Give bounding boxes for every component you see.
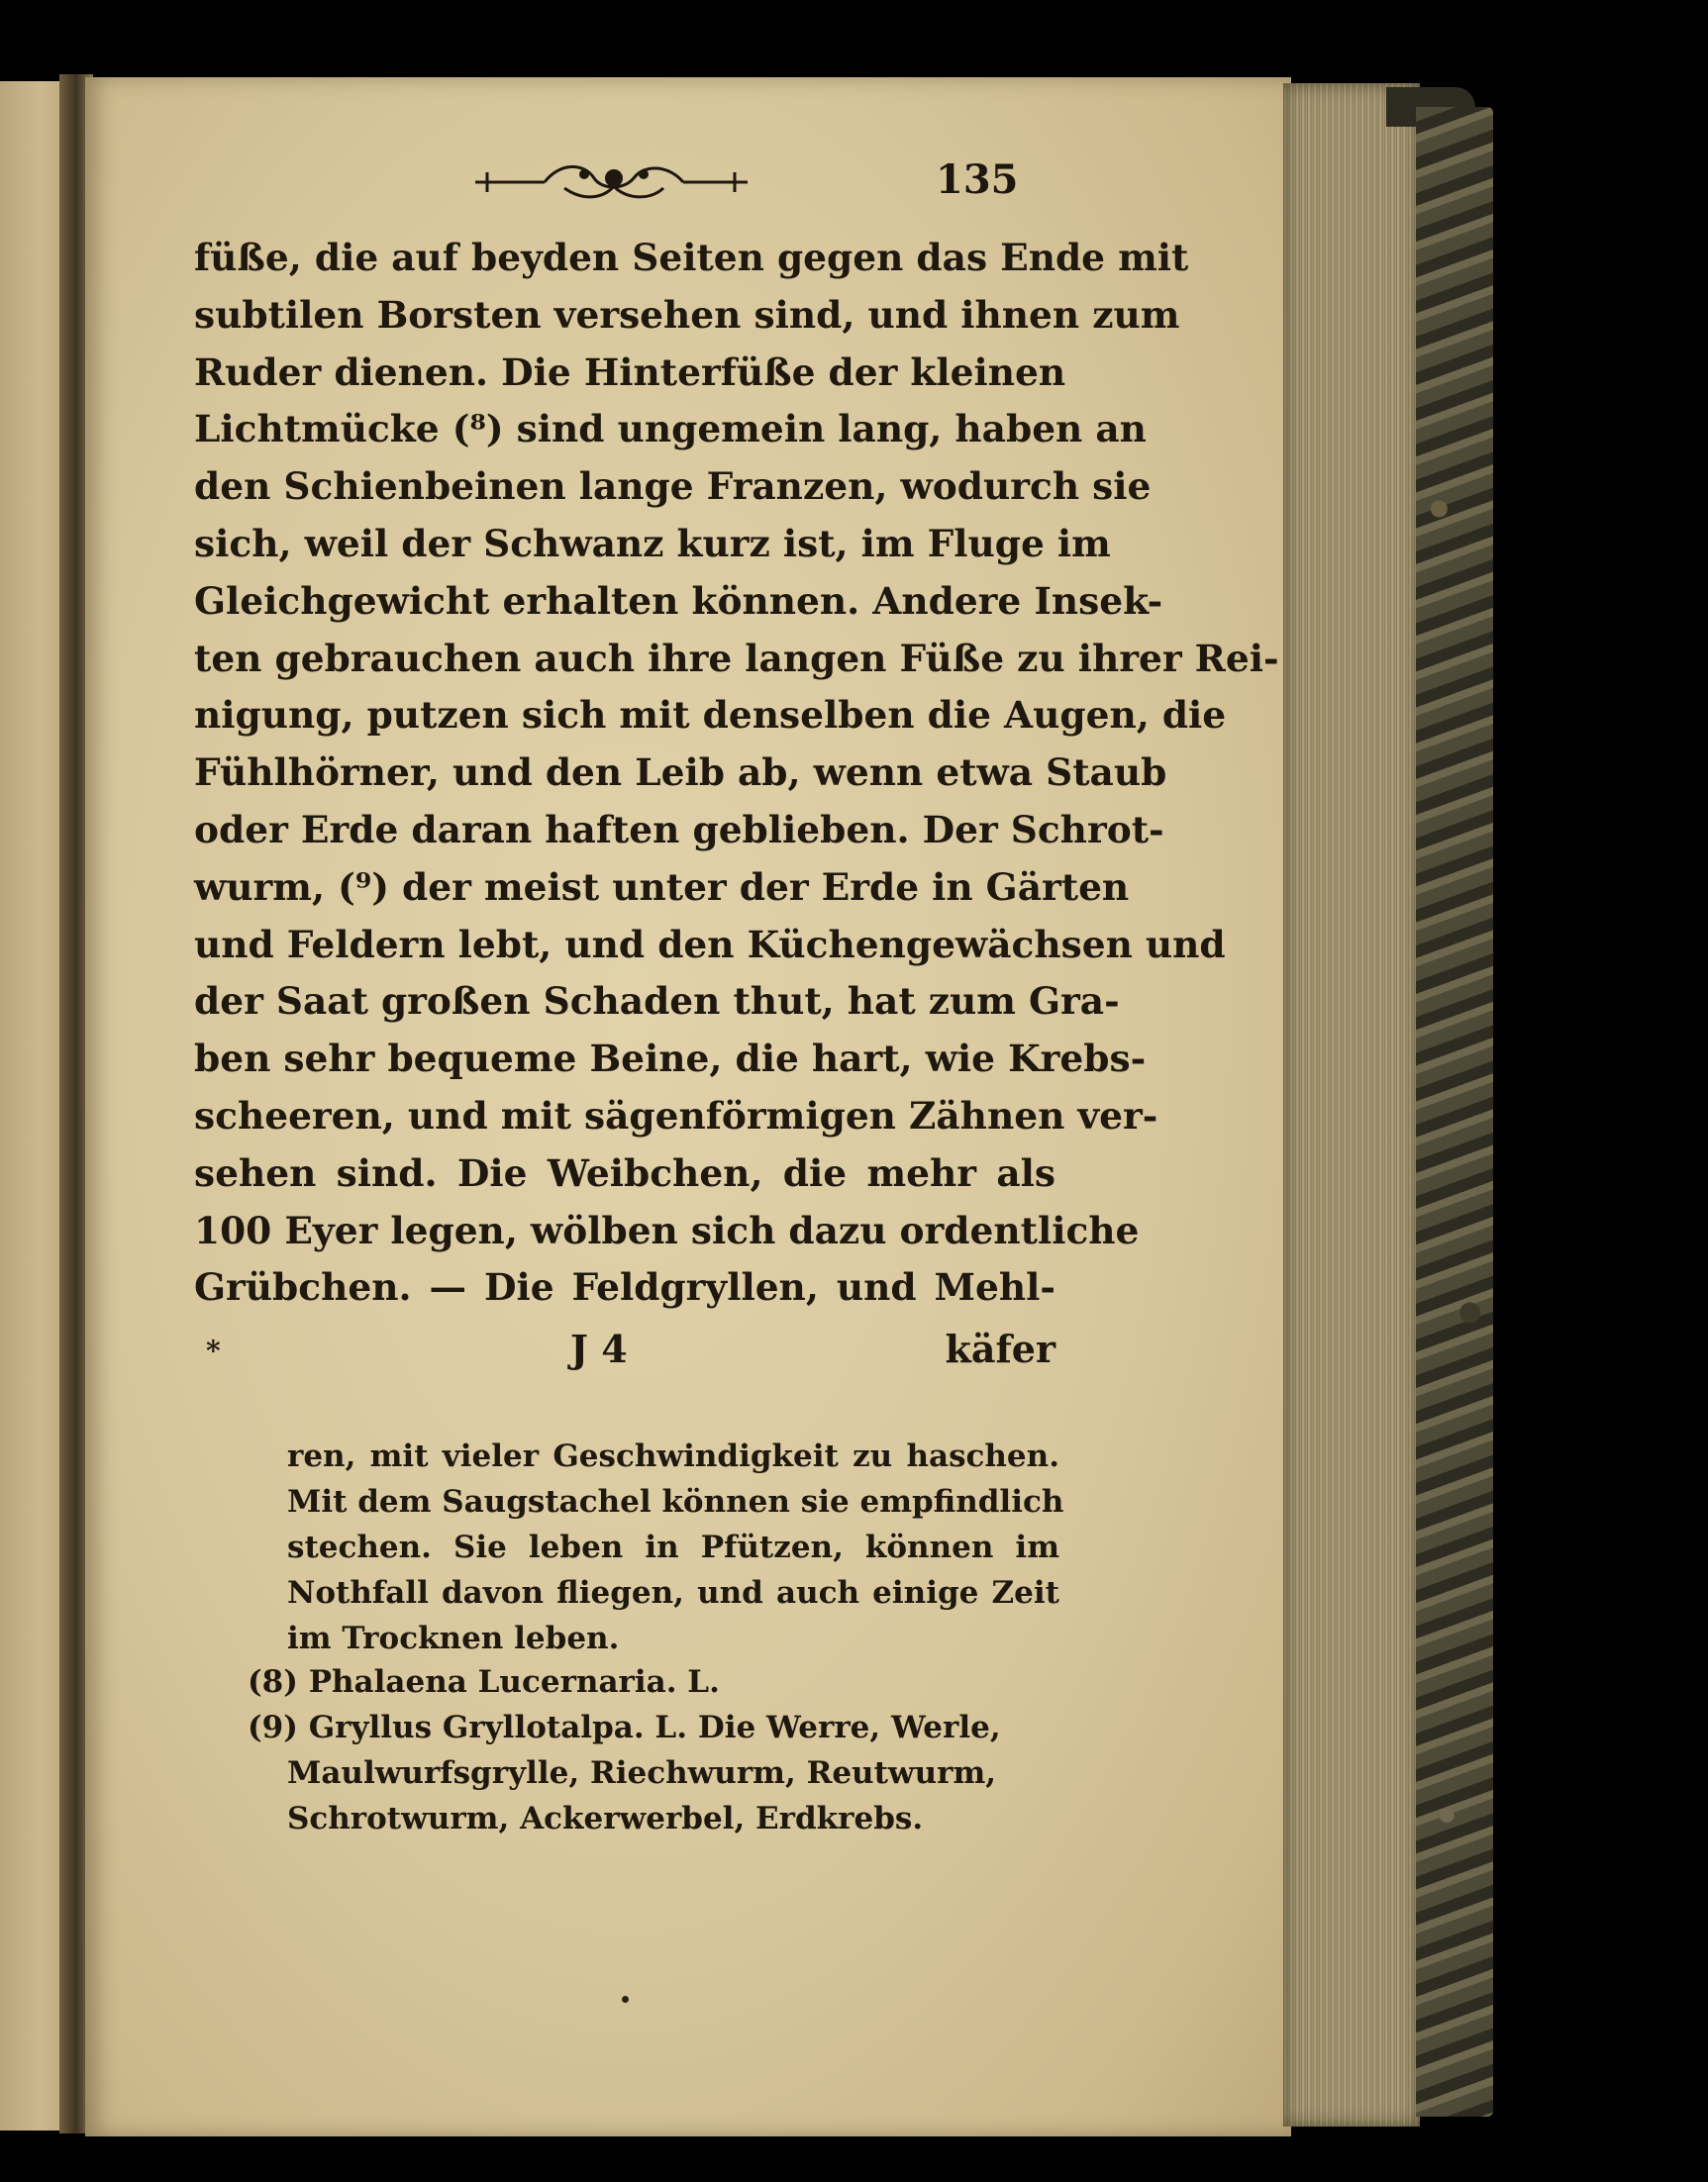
footnote-9-line-2: Maulwurfsgrylle, Riechwurm, Reutwurm, <box>287 1755 997 1791</box>
note-line: im Trocknen leben. <box>287 1621 620 1656</box>
text-line: ten gebrauchen auch ihre langen Füße zu ihrer Rei- <box>194 636 1279 680</box>
text-line: Lichtmücke (⁸) sind ungemein lang, haben an <box>194 407 1147 451</box>
body-text <box>194 230 1279 1317</box>
text-line: oder Erde daran haften geblieben. Der Schrot- <box>194 807 1164 851</box>
star-mark: * <box>206 1335 221 1367</box>
text-line: subtilen Borsten versehen sind, und ihnen zum <box>194 292 1180 337</box>
footnote-8: (8) Phalaena Lucernaria. L. <box>248 1664 720 1700</box>
footnote-9: (9) Gryllus Gryllotalpa. L. Die Werre, Werle, <box>248 1710 1001 1745</box>
text-line: sich, weil der Schwanz kurz ist, im Fluge im <box>194 521 1111 565</box>
text-line: sehen sind. Die Weibchen, die mehr als <box>194 1150 1055 1195</box>
text-line: Fühlhörner, und den Leib ab, wenn etwa Staub <box>194 750 1167 795</box>
note-line: Nothfall davon fliegen, und auch einige Zeit <box>287 1575 1059 1611</box>
note-line: Mit dem Saugstachel können sie empfindlich <box>287 1484 1064 1520</box>
footnote-continuation <box>287 1434 1064 1661</box>
text-line: scheeren, und mit sägenförmigen Zähnen ver- <box>194 1093 1158 1138</box>
text-line: den Schienbeinen lange Franzen, wodurch sie <box>194 464 1152 509</box>
text-line: Ruder dienen. Die Hinterfüße der kleinen <box>194 349 1066 394</box>
text-line: nigung, putzen sich mit denselben die Augen, die <box>194 693 1227 738</box>
text-line: Gleichgewicht erhalten können. Andere Insek- <box>194 578 1163 623</box>
note-line: ren, mit vieler Geschwindigkeit zu haschen. <box>287 1438 1059 1474</box>
text-line: wurm, (⁹) der meist unter der Erde in Gärten <box>194 864 1130 909</box>
ink-dot <box>622 1996 629 2003</box>
text-line: Grübchen. — Die Feldgryllen, und Mehl- <box>194 1265 1055 1310</box>
marbled-cover <box>1416 107 1493 2117</box>
signature-mark: J 4 <box>570 1327 628 1371</box>
page-number: 135 <box>936 156 1019 203</box>
page-fore-edge <box>1283 83 1420 2127</box>
text-line: und Feldern lebt, und den Küchengewächsen und <box>194 922 1226 966</box>
text-line: der Saat großen Schaden thut, hat zum Gra- <box>194 979 1120 1024</box>
footnote-9-line-3: Schrotwurm, Ackerwerbel, Erdkrebs. <box>287 1801 924 1836</box>
text-line: 100 Eyer legen, wölben sich dazu ordentliche <box>194 1208 1140 1252</box>
note-line: stechen. Sie leben in Pfützen, können im <box>287 1530 1059 1565</box>
header-ornament <box>475 158 753 210</box>
signature-row <box>194 1327 1055 1386</box>
text-line: füße, die auf beyden Seiten gegen das Ende mit <box>194 236 1189 279</box>
catchword: käfer <box>945 1327 1055 1371</box>
fleuron-ornament-icon <box>475 158 753 206</box>
text-line: ben sehr bequeme Beine, die hart, wie Krebs- <box>194 1037 1147 1081</box>
footnotes <box>248 1659 1059 1841</box>
left-page-edge <box>0 81 67 2131</box>
